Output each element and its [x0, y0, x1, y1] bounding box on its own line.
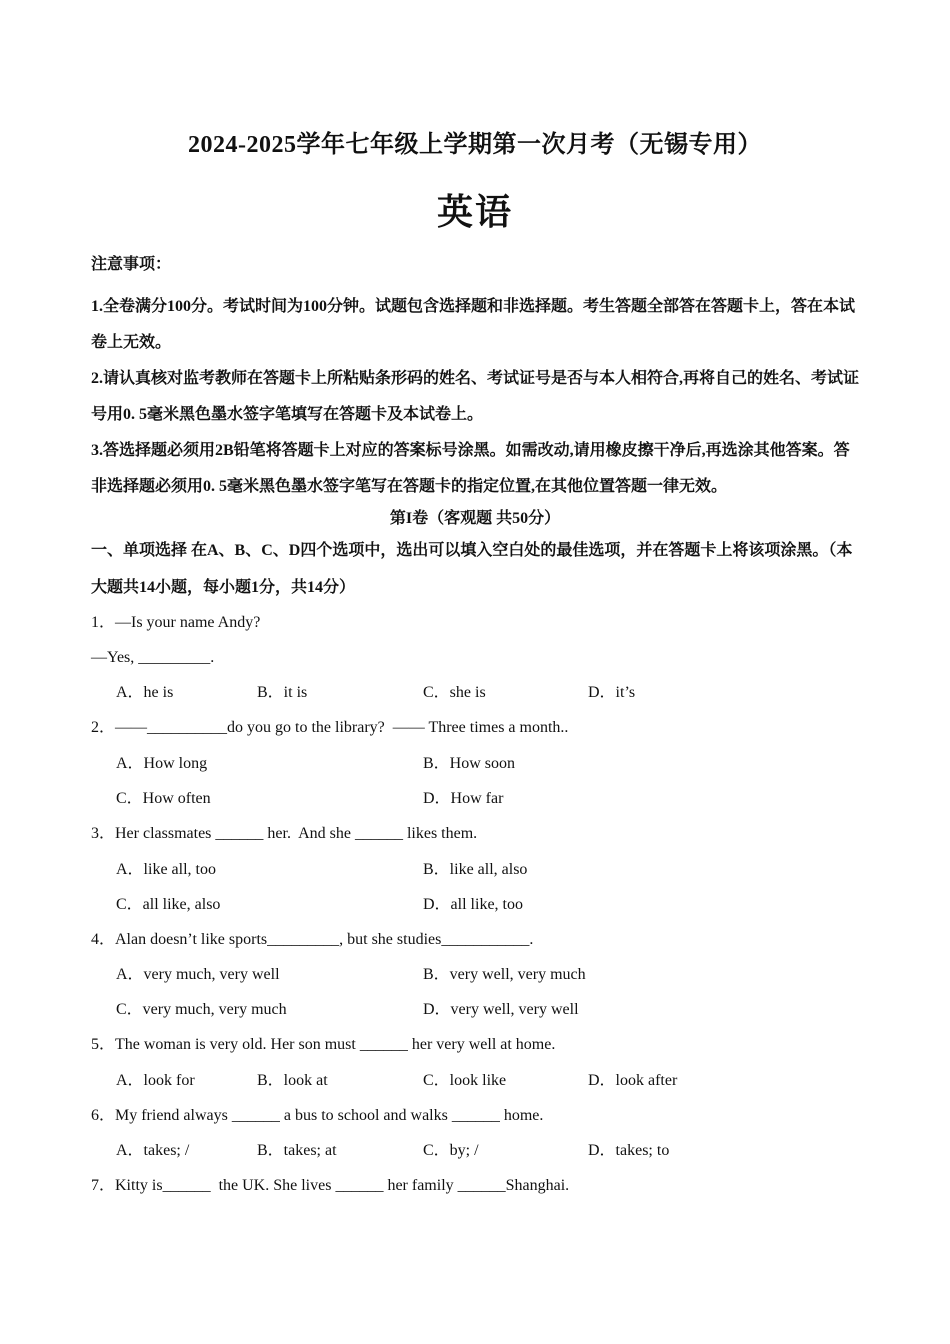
question-1-option-d: D．it’s — [588, 684, 636, 701]
question-5-option-c: C．look like — [423, 1072, 507, 1089]
question-6-stem: 6．My friend always ______ a bus to school and walks ______ home. — [91, 1107, 544, 1124]
question-2-option-b: B．How soon — [423, 755, 516, 772]
question-1-option-a: A．he is — [116, 684, 174, 701]
question-5-stem: 5．The woman is very old. Her son must ______ her very well at home. — [91, 1036, 556, 1053]
question-1-option-b: B．it is — [257, 684, 308, 701]
notes-item: 2.请认真核对监考教师在答题卡上所粘贴条形码的姓名、考试证号是否与本人相符合,再将自己的姓名、考试证号用0. 5毫米黑色墨水签字笔填写在答题卡及本试卷上。 — [91, 370, 860, 423]
question-2-option-c: C．How often — [116, 790, 211, 807]
question-3-option-d: D．all like, too — [423, 896, 523, 913]
question-4-option-b: B．very well, very much — [423, 966, 586, 983]
notes-block — [91, 255, 861, 505]
question-6-option-a: A．takes; / — [116, 1142, 190, 1159]
notes-item: 1.全卷满分100分。考试时间为100分钟。试题包含选择题和非选择题。考生答题全部答在答题卡上，答在本试卷上无效。 — [91, 298, 856, 351]
question-2-stem: 2．——__________do you go to the library? —— Three times a month.. — [91, 719, 569, 736]
question-3-stem: 3．Her classmates ______ her. And she ______ likes them. — [91, 825, 478, 842]
question-2-option-d: D．How far — [423, 790, 504, 807]
part-heading: 一、单项选择 在A、B、C、D四个选项中，选出可以填入空白处的最佳选项，并在答题卡上将该项涂黑。（本大题共14小题，每小题1分，共14分） — [91, 542, 853, 596]
question-6-option-c: C．by; / — [423, 1142, 479, 1159]
question-4-option-a: A．very much, very well — [116, 966, 280, 983]
question-1-stem: 1．—Is your name Andy? — [91, 614, 261, 631]
subject-title: 英语 — [436, 192, 513, 233]
question-3-option-a: A．like all, too — [116, 861, 216, 878]
question-1-option-c: C．she is — [423, 684, 486, 701]
question-1-stem-line2: —Yes, _________. — [91, 649, 215, 666]
question-6-option-d: D．takes; to — [588, 1142, 670, 1159]
question-4-option-d: D．very well, very well — [423, 1001, 579, 1018]
question-3-option-c: C．all like, also — [116, 896, 221, 913]
notes-heading: 注意事项： — [91, 256, 172, 273]
section-title: 第I卷（客观题 共50分） — [389, 510, 561, 527]
question-4-stem: 4．Alan doesn’t like sports_________, but she studies___________. — [91, 931, 534, 948]
question-4-option-c: C．very much, very much — [116, 1001, 287, 1018]
question-5-option-a: A．look for — [116, 1072, 195, 1089]
question-6-option-b: B．takes; at — [257, 1142, 337, 1159]
question-5-option-d: D．look after — [588, 1072, 678, 1089]
exam-title: 2024-2025学年七年级上学期第一次月考（无锡专用） — [188, 132, 762, 158]
question-5-option-b: B．look at — [257, 1072, 328, 1089]
question-7-stem: 7．Kitty is______ the UK. She lives ______ her family ______Shanghai. — [91, 1177, 570, 1194]
question-2-option-a: A．How long — [116, 755, 208, 772]
notes-item: 3.答选择题必须用2B铅笔将答题卡上对应的答案标号涂黑。如需改动,请用橡皮擦干净后,再选涂其他答案。答非选择题必须用0. 5毫米黑色墨水签字笔写在答题卡的指定位置,在其他位置答题一律无效。 — [91, 442, 850, 495]
question-3-option-b: B．like all, also — [423, 861, 528, 878]
